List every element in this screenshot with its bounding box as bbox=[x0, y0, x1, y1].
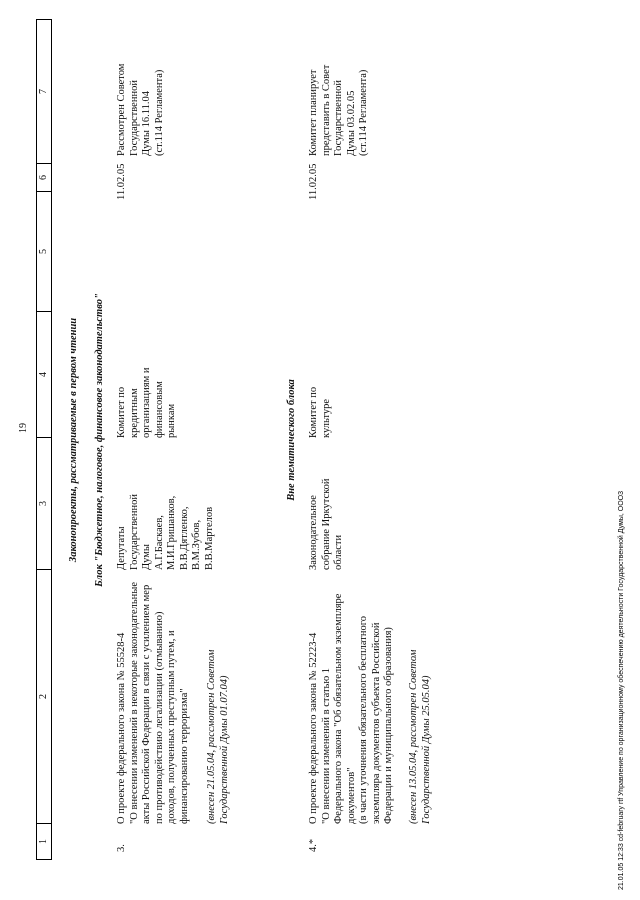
row-4-initiator: Законодательное собрание Иркутской области bbox=[308, 478, 344, 570]
column-header-row bbox=[36, 19, 52, 860]
page-number: 19 bbox=[18, 423, 29, 433]
col-header-3: 3 bbox=[37, 438, 52, 570]
footer-text: 21.01.05 12:33 cd-february rtf Управление по организационному обеспечению деятельности Государственной Думы, ООО3 bbox=[618, 490, 625, 890]
col-header-2: 2 bbox=[37, 570, 52, 824]
row-3-initiator: Депутаты Государственной Думы А.Г.Баскаев, М.И.Гришанков, В.В.Дятленко, В.М.Зубов, В.В.Мартелов bbox=[116, 494, 215, 570]
row-3-date: 11.02.05 bbox=[116, 163, 127, 200]
row-3-number: 3. bbox=[116, 844, 127, 852]
row-4-description: О проекте федерального закона № 52223-4 "О внесении изменений в статью 1 Федерального закона "Об обязательном экземпляре документов" (в части уточнения обязательного бесплатного экземпляра документов субъекта Российской Федерации и муниципального образования) bbox=[308, 593, 394, 824]
row-3-status: Рассмотрен Советом Государственной Думы 16.11.04 (ст.114 Регламента) bbox=[116, 63, 165, 156]
outside-block-title: Вне тематического блока bbox=[286, 379, 297, 501]
col-header-7: 7 bbox=[37, 20, 52, 164]
row-3-description: О проекте федерального закона № 55528-4 "О внесении изменений в некоторые законодательные акты Российской Федерации в связи с усилением мер по противодействию легализации (отмыванию) доходов, полученных преступным путем, и финансированию терроризма" bbox=[116, 582, 190, 824]
block-title: Блок "Бюджетное, налоговое, финансовое законодательство" bbox=[94, 293, 105, 587]
row-4-note: (внесен 13.05.04, рассмотрен Советом Государственной Думы 25.05.04) bbox=[408, 649, 432, 824]
row-4-committee: Комитет по культуре bbox=[308, 386, 332, 438]
row-4-status: Комитет планирует представить в Совет Государственной Думы 03.02.05 (ст.114 Регламента) bbox=[308, 64, 369, 156]
col-header-6: 6 bbox=[37, 164, 52, 192]
row-4-number: 4.* bbox=[308, 838, 319, 852]
col-header-1: 1 bbox=[37, 824, 52, 860]
row-4-date: 11.02.05 bbox=[308, 163, 319, 200]
section-title: Законопроекты, рассматриваемые в первом чтении bbox=[68, 317, 79, 563]
col-header-5: 5 bbox=[37, 192, 52, 312]
col-header-4: 4 bbox=[37, 312, 52, 438]
row-3-note: (внесен 21.05.04, рассмотрен Советом Государственной Думы 01.07.04) bbox=[206, 649, 230, 824]
row-3-committee: Комитет по кредитным организациям и финансовым рынкам bbox=[116, 367, 177, 438]
